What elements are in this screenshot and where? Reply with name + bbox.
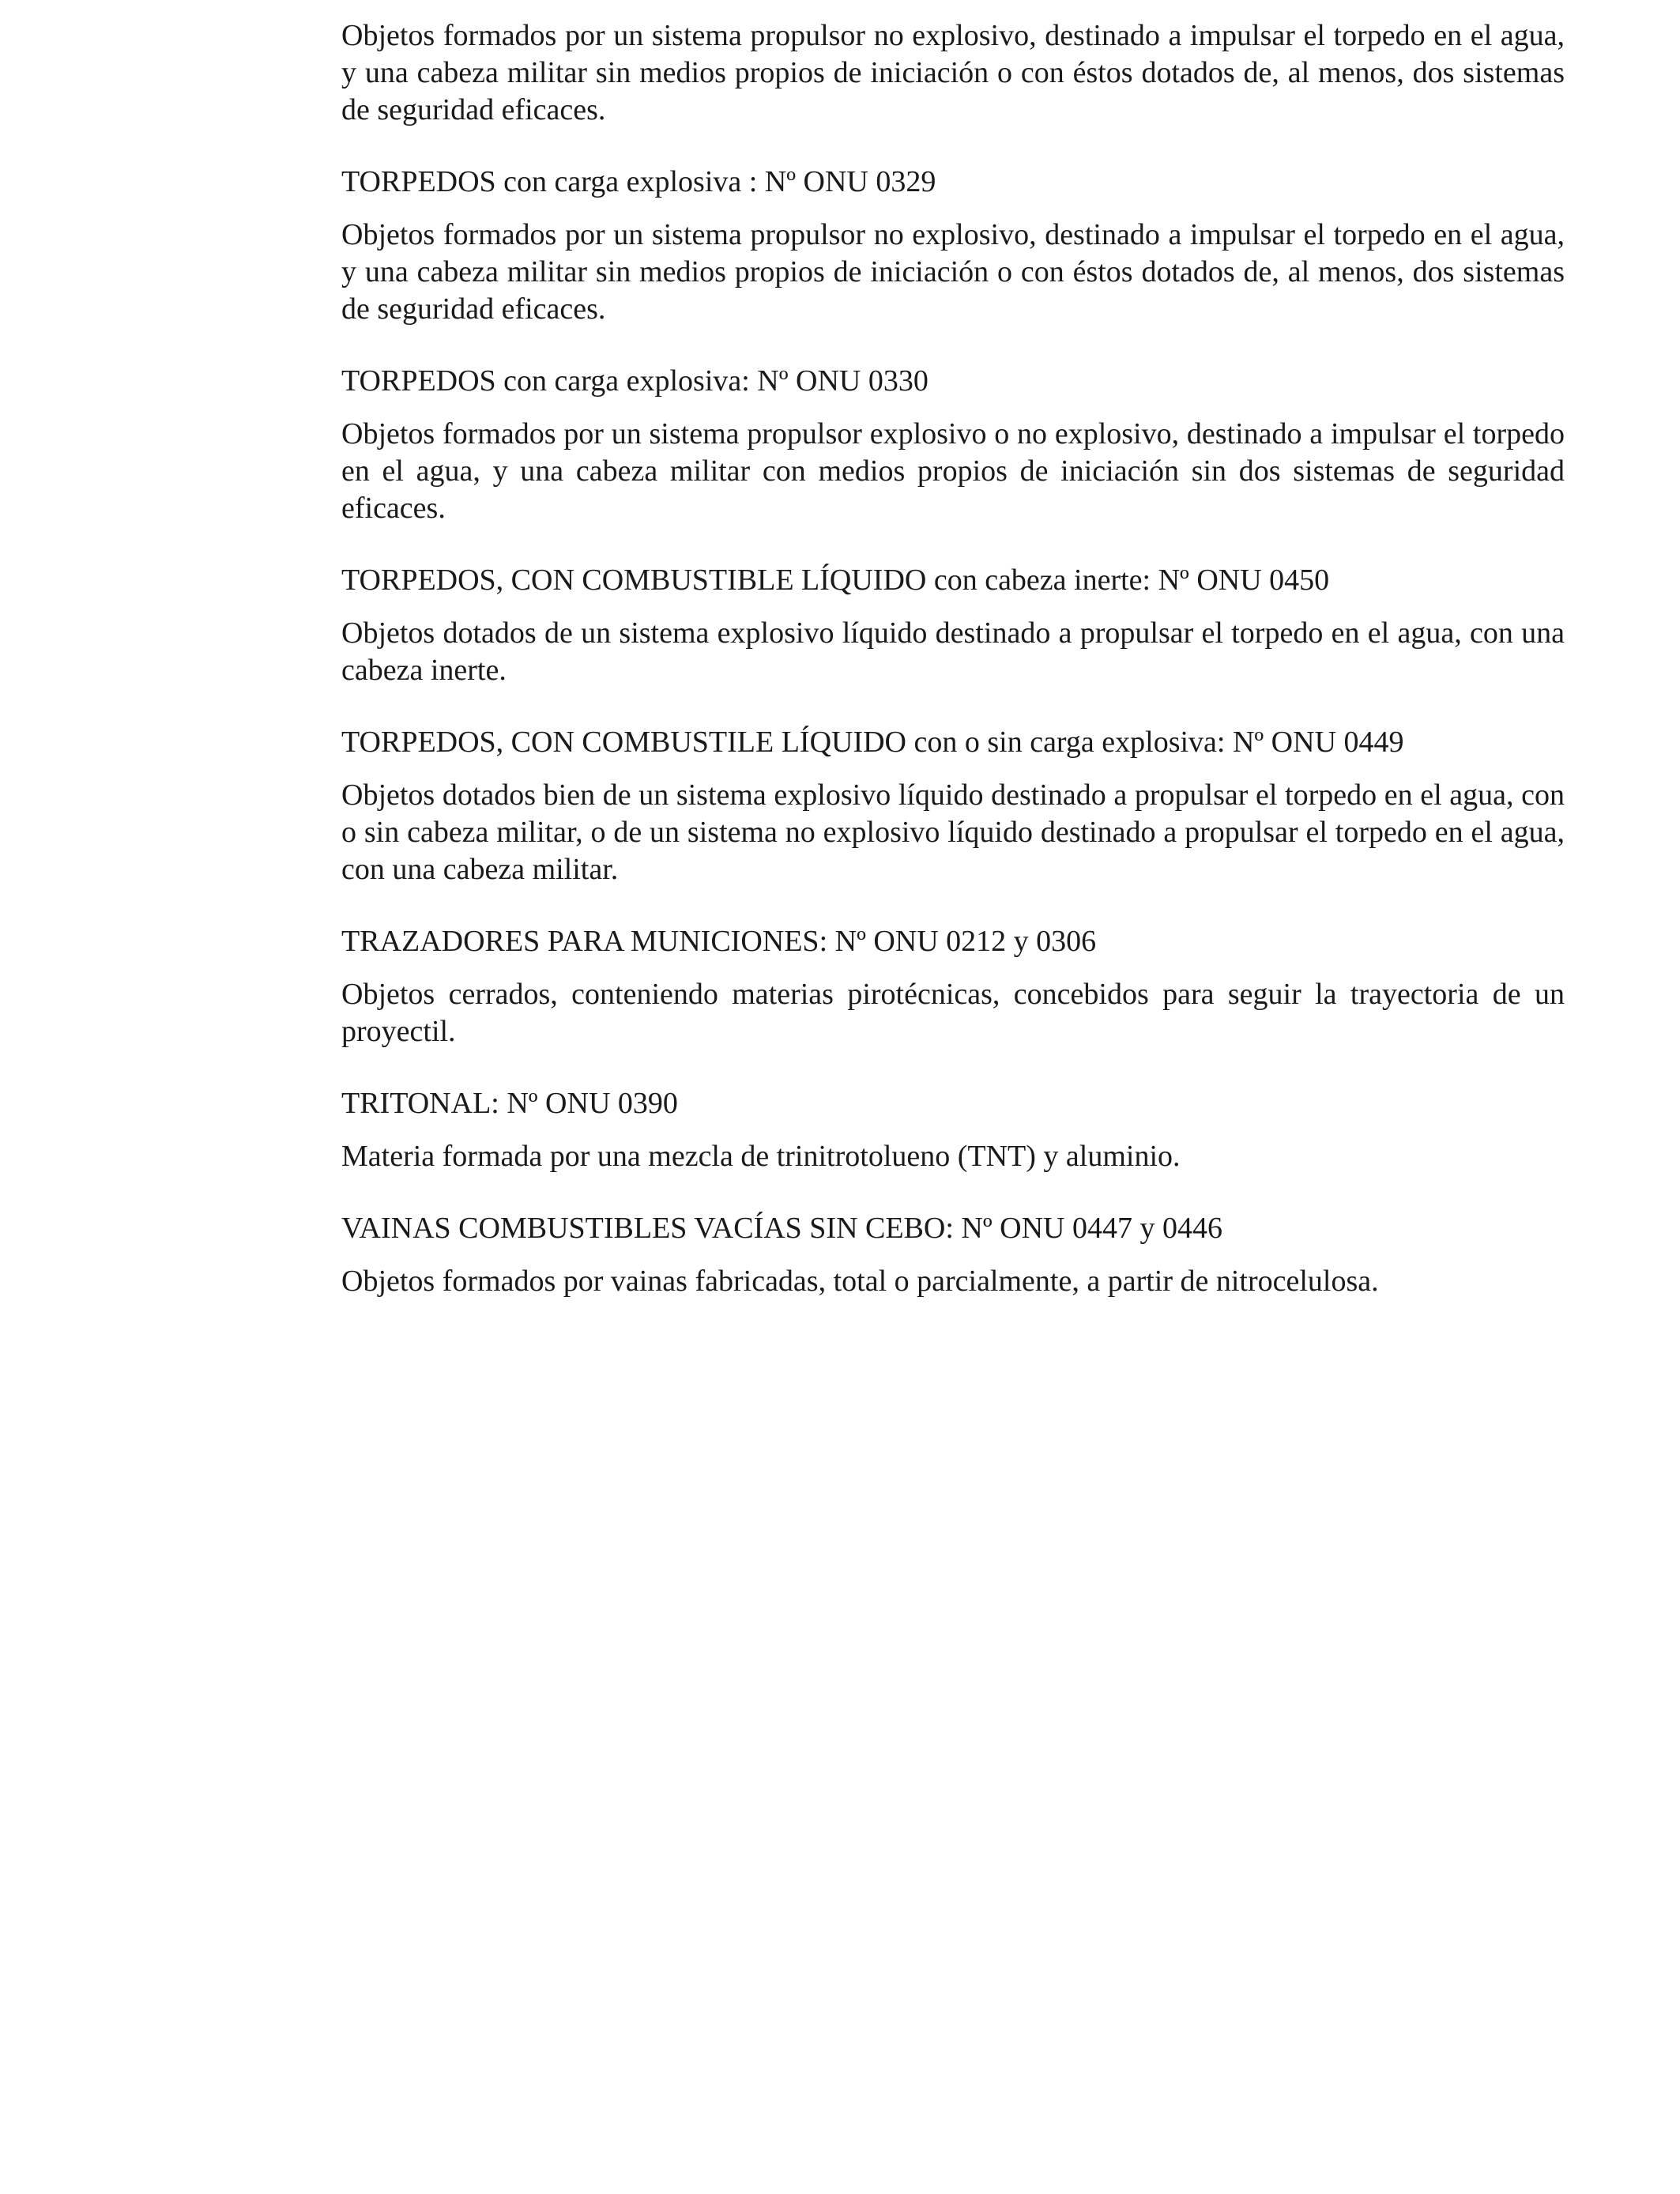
document-page: [341, 17, 1565, 1335]
entry-title: TRITONAL: Nº ONU 0390: [341, 1087, 678, 1120]
intro-paragraph: Objetos formados por un sistema propulsor no explosivo, destinado a impulsar el torpedo en el agua, y una cabeza militar sin medios propios de iniciación o con éstos dotados de, al menos, dos sistemas de seguridad eficaces.: [341, 19, 1565, 126]
entry-description: Objetos formados por vainas fabricadas, total o parcialmente, a partir de nitrocelulosa.: [341, 1265, 1379, 1298]
entry-description: Objetos dotados bien de un sistema explosivo líquido destinado a propulsar el torpedo en el agua, con o sin cabeza militar, o de un sistema no explosivo líquido destinado a propulsar el torpedo en el agua, con una cabeza militar.: [341, 778, 1565, 886]
entry-description: Objetos formados por un sistema propulsor explosivo o no explosivo, destinado a impulsar el torpedo en el agua, y una cabeza militar con medios propios de iniciación sin dos sistemas de seguridad eficaces.: [341, 417, 1565, 525]
entry: [341, 1210, 1565, 1300]
entry: [341, 562, 1565, 689]
entry-title: TORPEDOS con carga explosiva : Nº ONU 0329: [341, 165, 936, 198]
entry-title: TORPEDOS con carga explosiva: Nº ONU 0330: [341, 364, 929, 398]
entry-description: Objetos formados por un sistema propulsor no explosivo, destinado a impulsar el torpedo en el agua, y una cabeza militar sin medios propios de iniciación o con éstos dotados de, al menos, dos sistemas de seguridad eficaces.: [341, 218, 1565, 326]
entry: [341, 1085, 1565, 1175]
entry: [341, 164, 1565, 328]
entry-description: Materia formada por una mezcla de trinitrotolueno (TNT) y aluminio.: [341, 1140, 1181, 1173]
entry: [341, 724, 1565, 888]
entry: [341, 923, 1565, 1050]
entry-title: TORPEDOS, CON COMBUSTILE LÍQUIDO con o sin carga explosiva: Nº ONU 0449: [341, 726, 1404, 759]
entry-description: Objetos dotados de un sistema explosivo líquido destinado a propulsar el torpedo en el agua, con una cabeza inerte.: [341, 616, 1565, 687]
entry-title: TRAZADORES PARA MUNICIONES: Nº ONU 0212 y 0306: [341, 925, 1097, 958]
entry-description: Objetos cerrados, conteniendo materias pirotécnicas, concebidos para seguir la trayectoria de un proyectil.: [341, 978, 1565, 1048]
entry: [341, 363, 1565, 527]
entry-title: TORPEDOS, CON COMBUSTIBLE LÍQUIDO con cabeza inerte: Nº ONU 0450: [341, 564, 1330, 597]
entry-title: VAINAS COMBUSTIBLES VACÍAS SIN CEBO: Nº ONU 0447 y 0446: [341, 1212, 1222, 1245]
